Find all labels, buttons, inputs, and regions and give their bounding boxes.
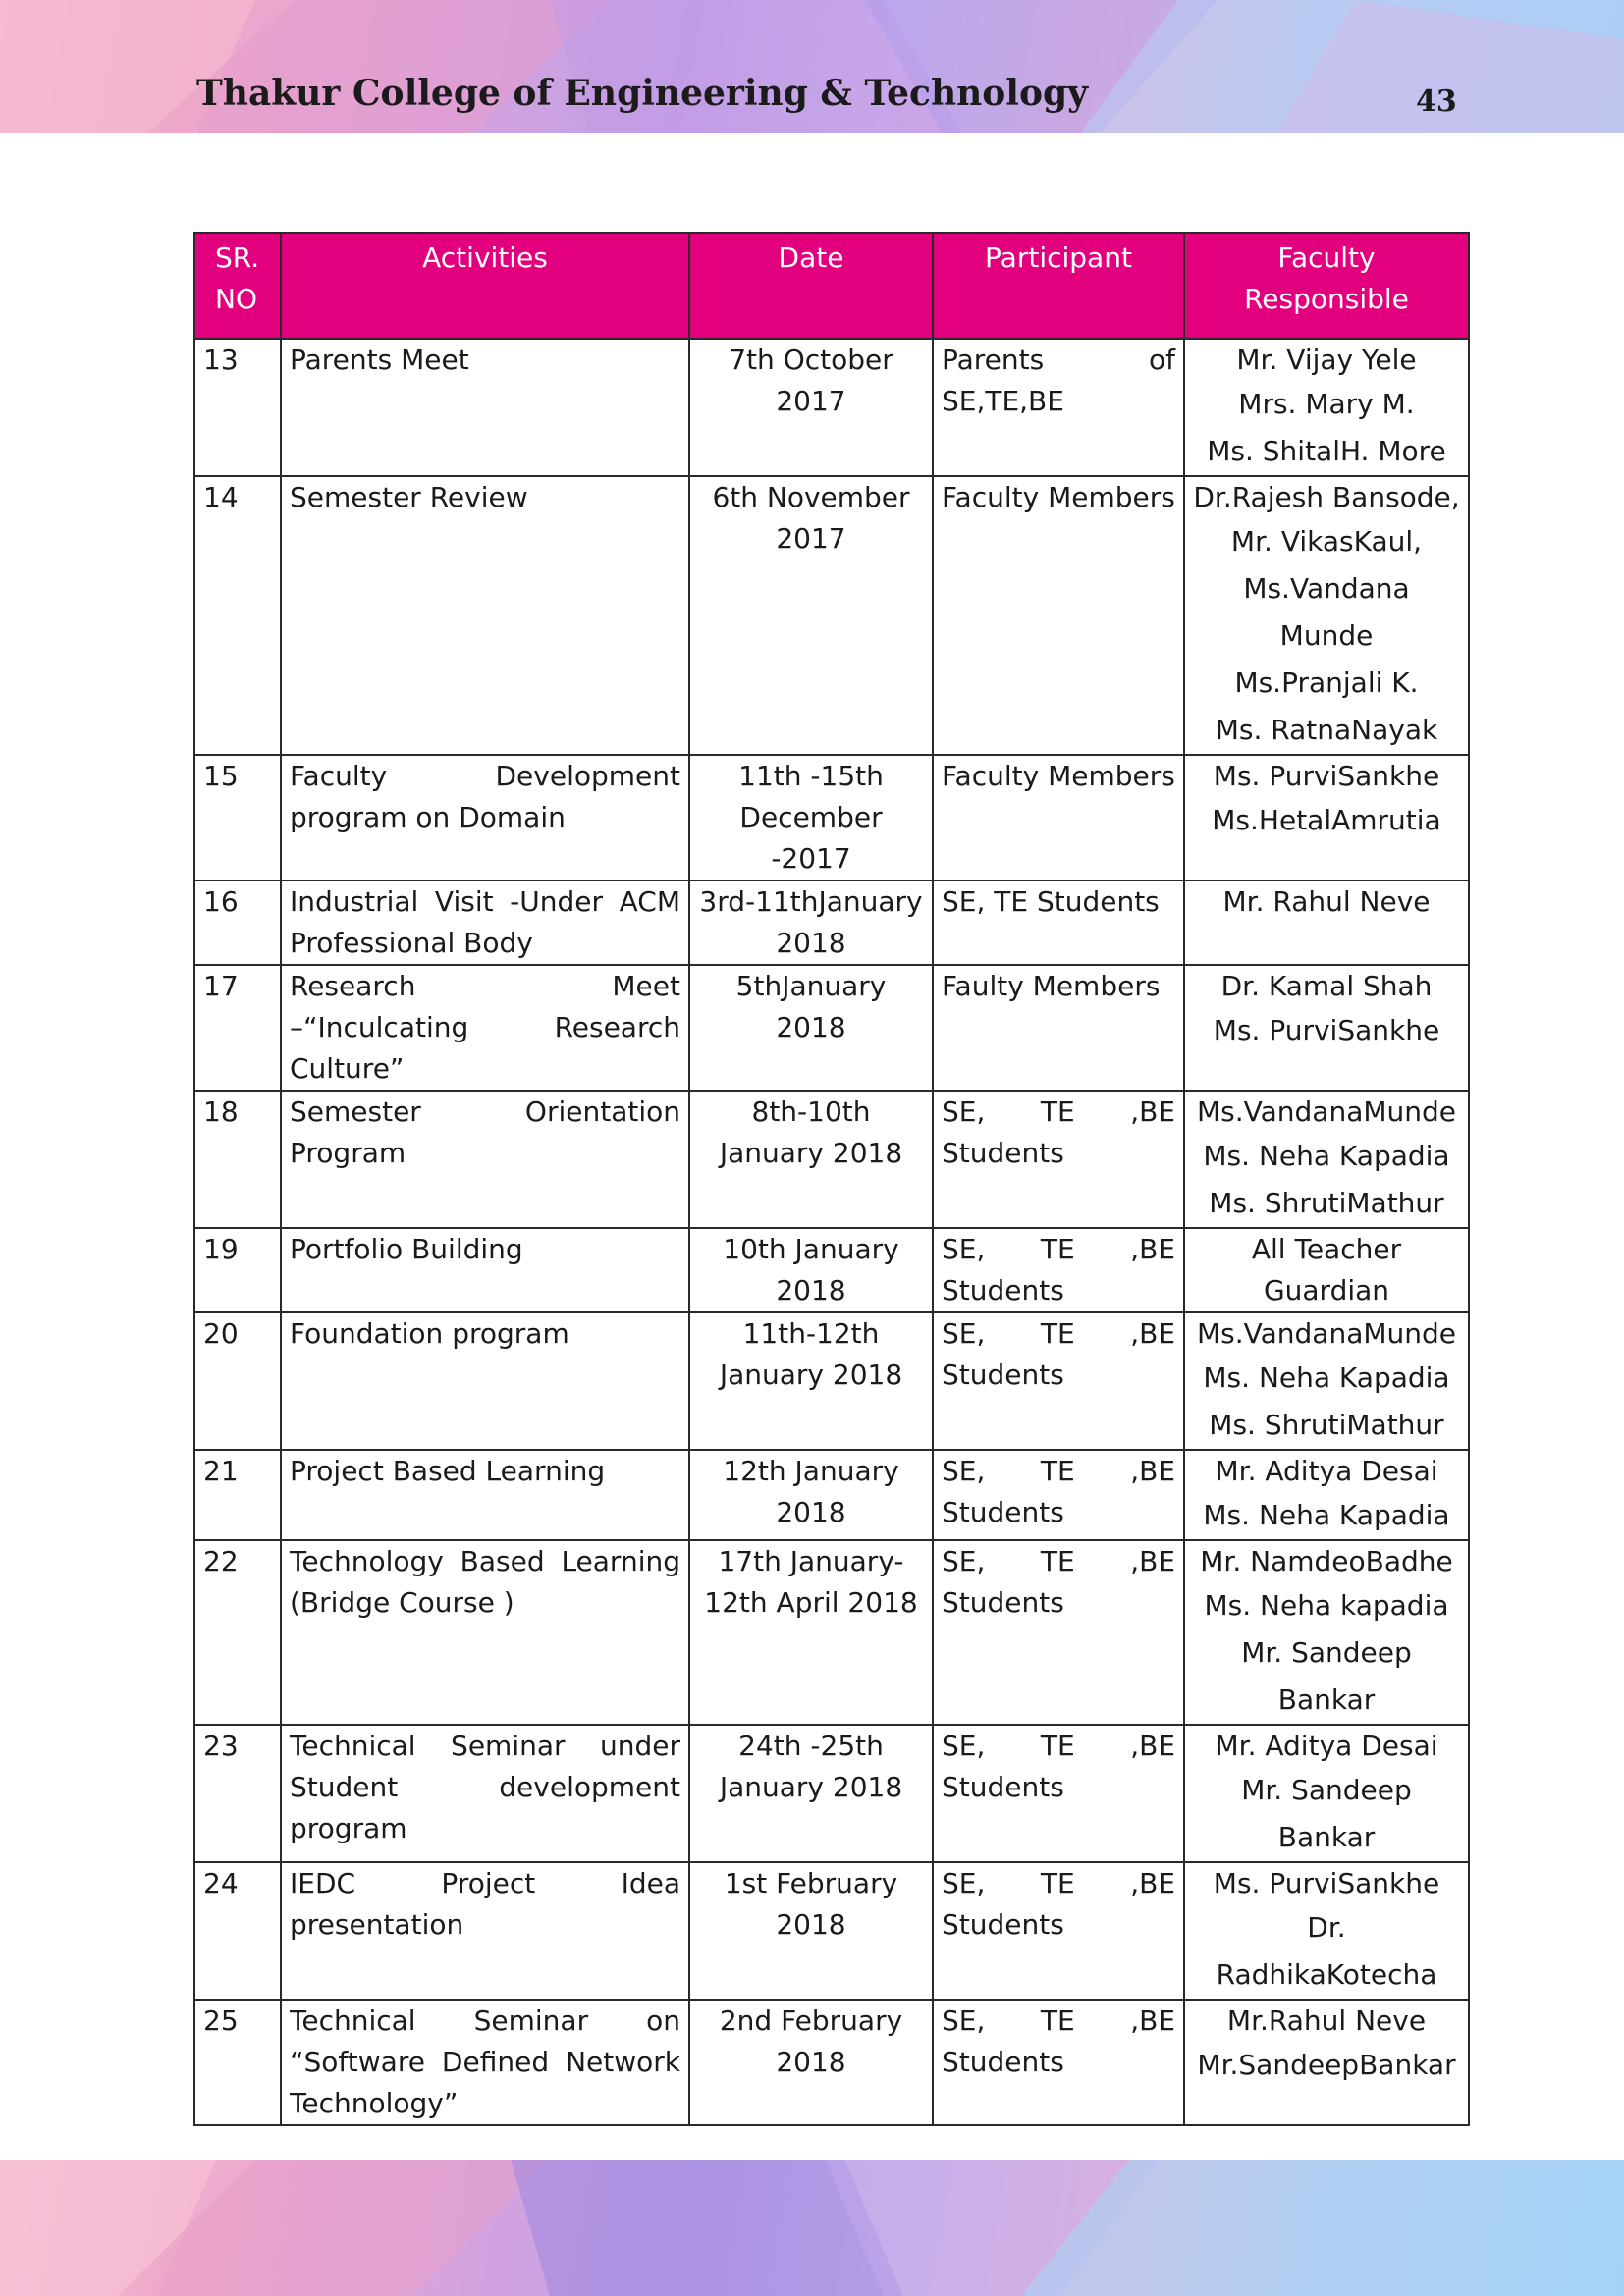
sr-no-cell: 15: [194, 755, 281, 881]
table-row: [194, 1450, 1469, 1540]
faculty-name: Mr. Aditya Desai: [1215, 1455, 1438, 1487]
faculty-name: Ms. PurviSankhe: [1213, 1867, 1440, 1899]
faculty-name: Mr. Sandeep Bankar: [1241, 1774, 1412, 1853]
faculty-name: Mr. Rahul Neve: [1222, 885, 1431, 918]
activity-cell: Semester Review: [281, 476, 689, 755]
faculty-name: Mr.SandeepBankar: [1197, 2049, 1456, 2081]
sr-no-cell: 17: [194, 965, 281, 1091]
table-row: [194, 1228, 1469, 1312]
sr-no-cell: 24: [194, 1862, 281, 2000]
date-cell: 24th -25th January 2018: [689, 1725, 933, 1862]
top-decorative-band: [0, 0, 1624, 133]
activities-table: [193, 232, 1470, 2126]
table-row: [194, 1312, 1469, 1450]
date-cell: 7th October 2017: [689, 339, 933, 476]
faculty-name: Mrs. Mary M.: [1238, 388, 1415, 420]
activity-cell: Research Meet –“Inculcating Research Culture”: [281, 965, 689, 1091]
table-row: [194, 965, 1469, 1091]
faculty-name: Mr. Aditya Desai: [1215, 1730, 1438, 1762]
table-row: [194, 1725, 1469, 1862]
participant-cell: SE, TE ,BE Students: [933, 1725, 1184, 1862]
activity-cell: Parents Meet: [281, 339, 689, 476]
sr-no-cell: 25: [194, 2000, 281, 2125]
participant-cell: Faulty Members: [933, 965, 1184, 1091]
faculty-cell: [1184, 755, 1469, 881]
faculty-cell: [1184, 476, 1469, 755]
date-cell: 6th November 2017: [689, 476, 933, 755]
faculty-name: Ms. PurviSankhe: [1213, 1014, 1440, 1046]
sr-no-cell: 22: [194, 1540, 281, 1725]
faculty-name: Mr. NamdeoBadhe: [1200, 1545, 1453, 1577]
faculty-name: Ms. Neha Kapadia: [1203, 1362, 1450, 1394]
faculty-name: Ms. ShitalH. More: [1207, 435, 1446, 467]
date-cell: 11th-12th January 2018: [689, 1312, 933, 1450]
faculty-name: Ms. Neha kapadia: [1204, 1589, 1449, 1622]
faculty-cell: [1184, 1862, 1469, 2000]
faculty-name: Dr.Rajesh Bansode,: [1193, 481, 1460, 513]
faculty-name: Mr. Sandeep Bankar: [1241, 1636, 1412, 1716]
activity-cell: Faculty Development program on Domain: [281, 755, 689, 881]
participant-cell: SE, TE Students: [933, 881, 1184, 965]
faculty-name: Dr. RadhikaKotecha: [1216, 1911, 1437, 1991]
header-title: Thakur College of Engineering & Technology: [196, 73, 1089, 114]
bottom-band-shapes: [0, 2160, 1624, 2296]
faculty-name: Ms.Vandana Munde: [1243, 572, 1410, 652]
sr-no-cell: 14: [194, 476, 281, 755]
col-header-participant: Participant: [933, 233, 1184, 339]
table-row: [194, 755, 1469, 881]
sr-no-cell: 19: [194, 1228, 281, 1312]
activity-cell: Portfolio Building: [281, 1228, 689, 1312]
participant-cell: SE, TE ,BE Students: [933, 1540, 1184, 1725]
faculty-cell: [1184, 1450, 1469, 1540]
activity-cell: Project Based Learning: [281, 1450, 689, 1540]
date-cell: 11th -15th December -2017: [689, 755, 933, 881]
date-cell: 17th January-12th April 2018: [689, 1540, 933, 1725]
col-header-activities: Activities: [281, 233, 689, 339]
bottom-decorative-band: [0, 2160, 1624, 2296]
faculty-name: Ms.Pranjali K.: [1234, 667, 1419, 699]
faculty-name: Ms. RatnaNayak: [1215, 714, 1438, 746]
table-row: [194, 881, 1469, 965]
activity-cell: Technology Based Learning (Bridge Course ): [281, 1540, 689, 1725]
activity-cell: Industrial Visit -Under ACM Professional Body: [281, 881, 689, 965]
date-cell: 12th January 2018: [689, 1450, 933, 1540]
activity-cell: Foundation program: [281, 1312, 689, 1450]
faculty-cell: [1184, 1312, 1469, 1450]
faculty-name: Ms. PurviSankhe: [1213, 760, 1440, 792]
sr-no-cell: 13: [194, 339, 281, 476]
table-row: [194, 1091, 1469, 1228]
faculty-cell: [1184, 1091, 1469, 1228]
sr-no-cell: 23: [194, 1725, 281, 1862]
participant-cell: SE, TE ,BE Students: [933, 1862, 1184, 2000]
date-cell: 1st February 2018: [689, 1862, 933, 2000]
participant-cell: SE, TE ,BE Students: [933, 1312, 1184, 1450]
sr-no-cell: 16: [194, 881, 281, 965]
activity-cell: Technical Seminar on “Software Defined Network Technology”: [281, 2000, 689, 2125]
faculty-cell: [1184, 881, 1469, 965]
faculty-name: Ms. ShrutiMathur: [1209, 1409, 1444, 1441]
participant-cell: SE, TE ,BE Students: [933, 1450, 1184, 1540]
sr-no-cell: 18: [194, 1091, 281, 1228]
date-cell: 3rd-11thJanuary 2018: [689, 881, 933, 965]
faculty-name: Mr.Rahul Neve: [1226, 2004, 1427, 2037]
sr-no-cell: 20: [194, 1312, 281, 1450]
date-cell: 8th-10th January 2018: [689, 1091, 933, 1228]
table-row: [194, 1540, 1469, 1725]
activity-cell: IEDC Project Idea presentation: [281, 1862, 689, 2000]
faculty-cell: [1184, 2000, 1469, 2125]
participant-cell: SE, TE ,BE Students: [933, 1228, 1184, 1312]
faculty-name: Ms.HetalAmrutia: [1212, 804, 1441, 836]
table-body: [194, 339, 1469, 2125]
participant-cell: SE, TE ,BE Students: [933, 1091, 1184, 1228]
faculty-name: Ms. Neha Kapadia: [1203, 1499, 1450, 1531]
date-cell: 2nd February 2018: [689, 2000, 933, 2125]
faculty-cell: [1184, 1540, 1469, 1725]
date-cell: 10th January 2018: [689, 1228, 933, 1312]
faculty-name: Ms. Neha Kapadia: [1203, 1140, 1450, 1172]
col-header-faculty-responsible: Faculty Responsible: [1184, 233, 1469, 339]
table-row: [194, 1862, 1469, 2000]
faculty-cell: [1184, 965, 1469, 1091]
table-header: [194, 233, 1469, 339]
faculty-name: Mr. VikasKaul,: [1230, 525, 1423, 558]
faculty-name: Ms. ShrutiMathur: [1209, 1187, 1444, 1219]
col-header-sr-no: SR. NO: [194, 233, 281, 339]
faculty-name: Mr. Vijay Yele: [1236, 344, 1417, 376]
table-row: [194, 339, 1469, 476]
page-number: 43: [1416, 84, 1457, 119]
faculty-cell: [1184, 1228, 1469, 1312]
faculty-name: All Teacher Guardian: [1251, 1233, 1402, 1307]
header-row: [194, 233, 1469, 339]
faculty-cell: [1184, 1725, 1469, 1862]
faculty-name: Dr. Kamal Shah: [1220, 970, 1433, 1002]
col-header-date: Date: [689, 233, 933, 339]
participant-cell: Parents of SE,TE,BE: [933, 339, 1184, 476]
participant-cell: SE, TE ,BE Students: [933, 2000, 1184, 2125]
faculty-name: Ms.VandanaMunde: [1196, 1317, 1457, 1350]
table-row: [194, 476, 1469, 755]
faculty-cell: [1184, 339, 1469, 476]
participant-cell: Faculty Members: [933, 755, 1184, 881]
table-row: [194, 2000, 1469, 2125]
participant-cell: Faculty Members: [933, 476, 1184, 755]
date-cell: 5thJanuary 2018: [689, 965, 933, 1091]
sr-no-cell: 21: [194, 1450, 281, 1540]
faculty-name: Ms.VandanaMunde: [1196, 1095, 1457, 1128]
activity-cell: Semester Orientation Program: [281, 1091, 689, 1228]
activity-cell: Technical Seminar under Student development program: [281, 1725, 689, 1862]
